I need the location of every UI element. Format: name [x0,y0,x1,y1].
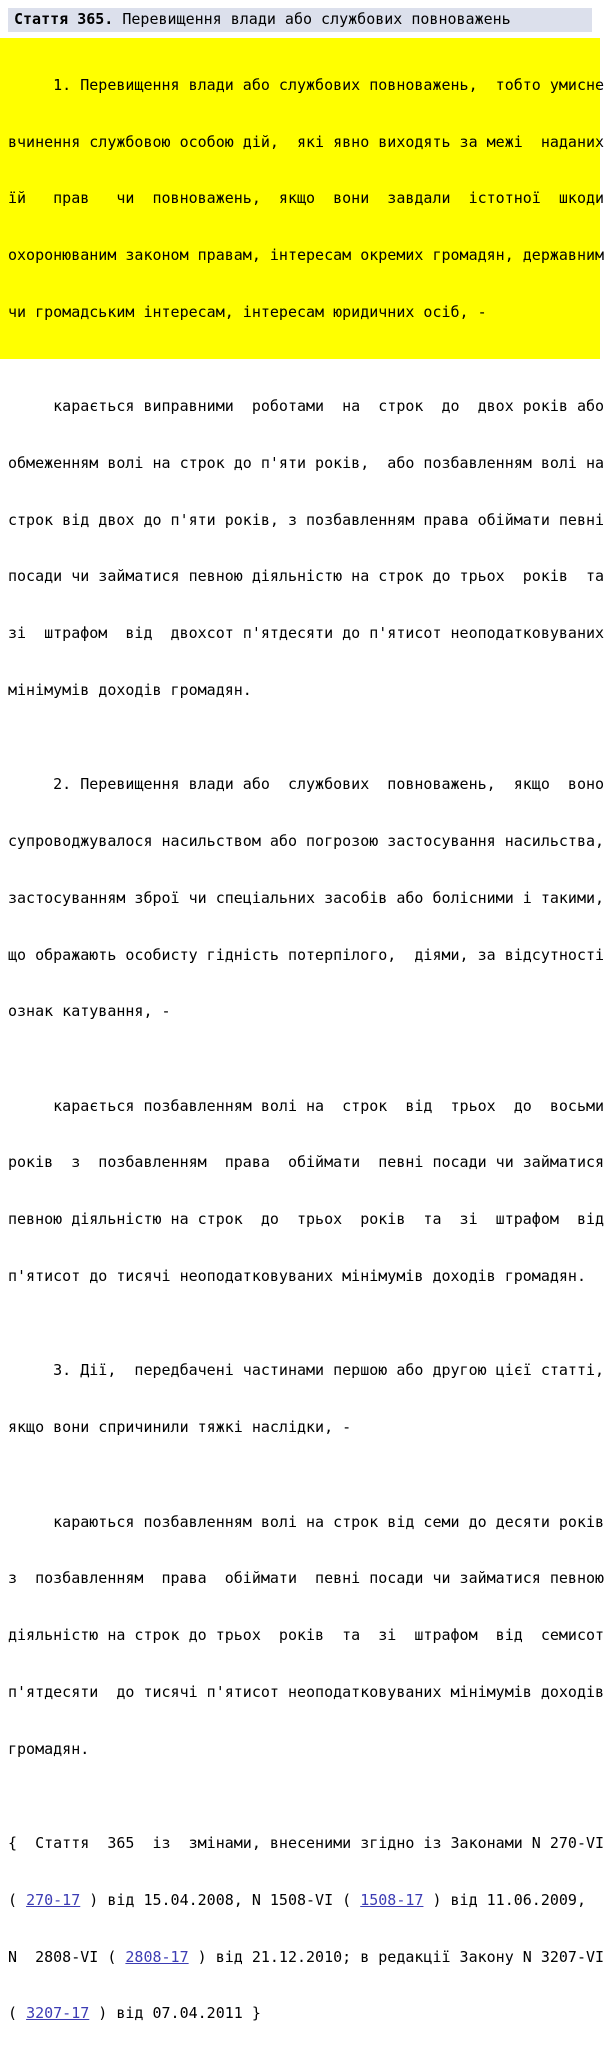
text-line: застосуванням зброї чи спеціальних засобів або болісними і такими, [8,888,604,907]
footnote-text: ) від 07.04.2011 } [89,2004,261,2023]
part-1-penalty-paragraph [0,359,604,737]
law-link-1508-17[interactable]: 1508-17 [360,1890,424,1909]
text-line: караються позбавленням волі на строк від семи до десяти років [8,1512,604,1531]
text-line: п'ятдесяти до тисячі п'ятисот неоподатковуваних мінімумів доходів [8,1682,604,1701]
part-2-paragraph [0,738,604,1059]
text-line: 1. Перевищення влади або службових повноважень, тобто умисне [0,76,600,95]
text-line: посади чи займатися певною діяльністю на строк до трьох років та [8,567,604,586]
text-line: мінімумів доходів громадян. [8,680,252,699]
text-line: карається позбавленням волі на строк від трьох до восьми [8,1096,604,1115]
text-line: чи громадським інтересам, інтересам юридичних осіб, - [0,303,600,322]
text-line: строк від двох до п'яти років, з позбавленням права обіймати певні [8,510,604,529]
text-line: зі штрафом від двохсот п'ятдесяти до п'ятисот неоподатковуваних [8,624,604,643]
law-link-270-17[interactable]: 270-17 [26,1890,81,1909]
footnote-text: ) від 11.06.2009, [423,1890,586,1909]
text-line: якщо вони спричинили тяжкі наслідки, - [8,1418,352,1437]
footnote-text: ( [8,2004,27,2023]
text-line: 2. Перевищення влади або службових повноважень, якщо воно [8,775,604,794]
footnote-text: ) від 15.04.2008, N 1508-VI ( [80,1890,361,1909]
footnote-text: ( [8,1890,27,1909]
text-line: супроводжувалося насильством або погрозою застосування насильства, [8,832,604,851]
article-title-text: Перевищення влади або службових повноважень [122,10,511,28]
text-line: їй прав чи повноважень, якщо вони завдали істотної шкоди [0,189,600,208]
text-line: обмеженням волі на строк до п'яти років, або позбавленням волі на [8,453,604,472]
text-line: вчинення службовою особою дій, які явно виходять за межі наданих [0,133,600,152]
footnote-text: N 2808-VI ( [8,1947,126,1966]
text-line: що ображають особисту гідність потерпілого, діями, за відсутності [8,945,604,964]
footnote-line-4 [0,2004,600,2023]
document-page [0,8,604,2023]
article-number: Стаття 365. [14,10,114,28]
part-3-paragraph [0,1324,604,1475]
amendments-footnote [0,1796,604,2061]
text-line: з позбавленням права обіймати певні посади чи займатися певною [8,1569,604,1588]
footnote-line-1: { Стаття 365 із змінами, внесеними згідно із Законами N 270-VI [8,1834,604,1853]
footnote-line-2 [0,1891,600,1910]
text-line: карається виправними роботами на строк до двох років або [8,397,604,416]
text-line: п'ятисот до тисячі неоподатковуваних мінімумів доходів громадян. [8,1266,586,1285]
article-header [8,8,592,32]
law-link-3207-17[interactable]: 3207-17 [26,2004,90,2023]
footnote-line-3 [0,1947,604,1967]
part-3-penalty-paragraph [0,1475,604,1796]
text-line: 3. Дії, передбачені частинами першою або другою цієї статті, [8,1361,604,1380]
text-line: років з позбавленням права обіймати певні посади чи займатися [8,1153,604,1172]
part-1-highlighted-paragraph [0,38,604,359]
text-line: діяльністю на строк до трьох років та зі штрафом від семисот [8,1626,604,1645]
law-link-2808-17[interactable]: 2808-17 [125,1947,189,1966]
text-line: ознак катування, - [8,1002,171,1021]
text-line: певною діяльністю на строк до трьох років та зі штрафом від [8,1210,604,1229]
part-2-penalty-paragraph [0,1059,604,1324]
text-line: охоронюваним законом правам, інтересам окремих громадян, державним [0,246,600,265]
footnote-text: ) від 21.12.2010; в редакції Закону N 3207-VI [188,1947,604,1966]
text-line: громадян. [8,1739,90,1758]
